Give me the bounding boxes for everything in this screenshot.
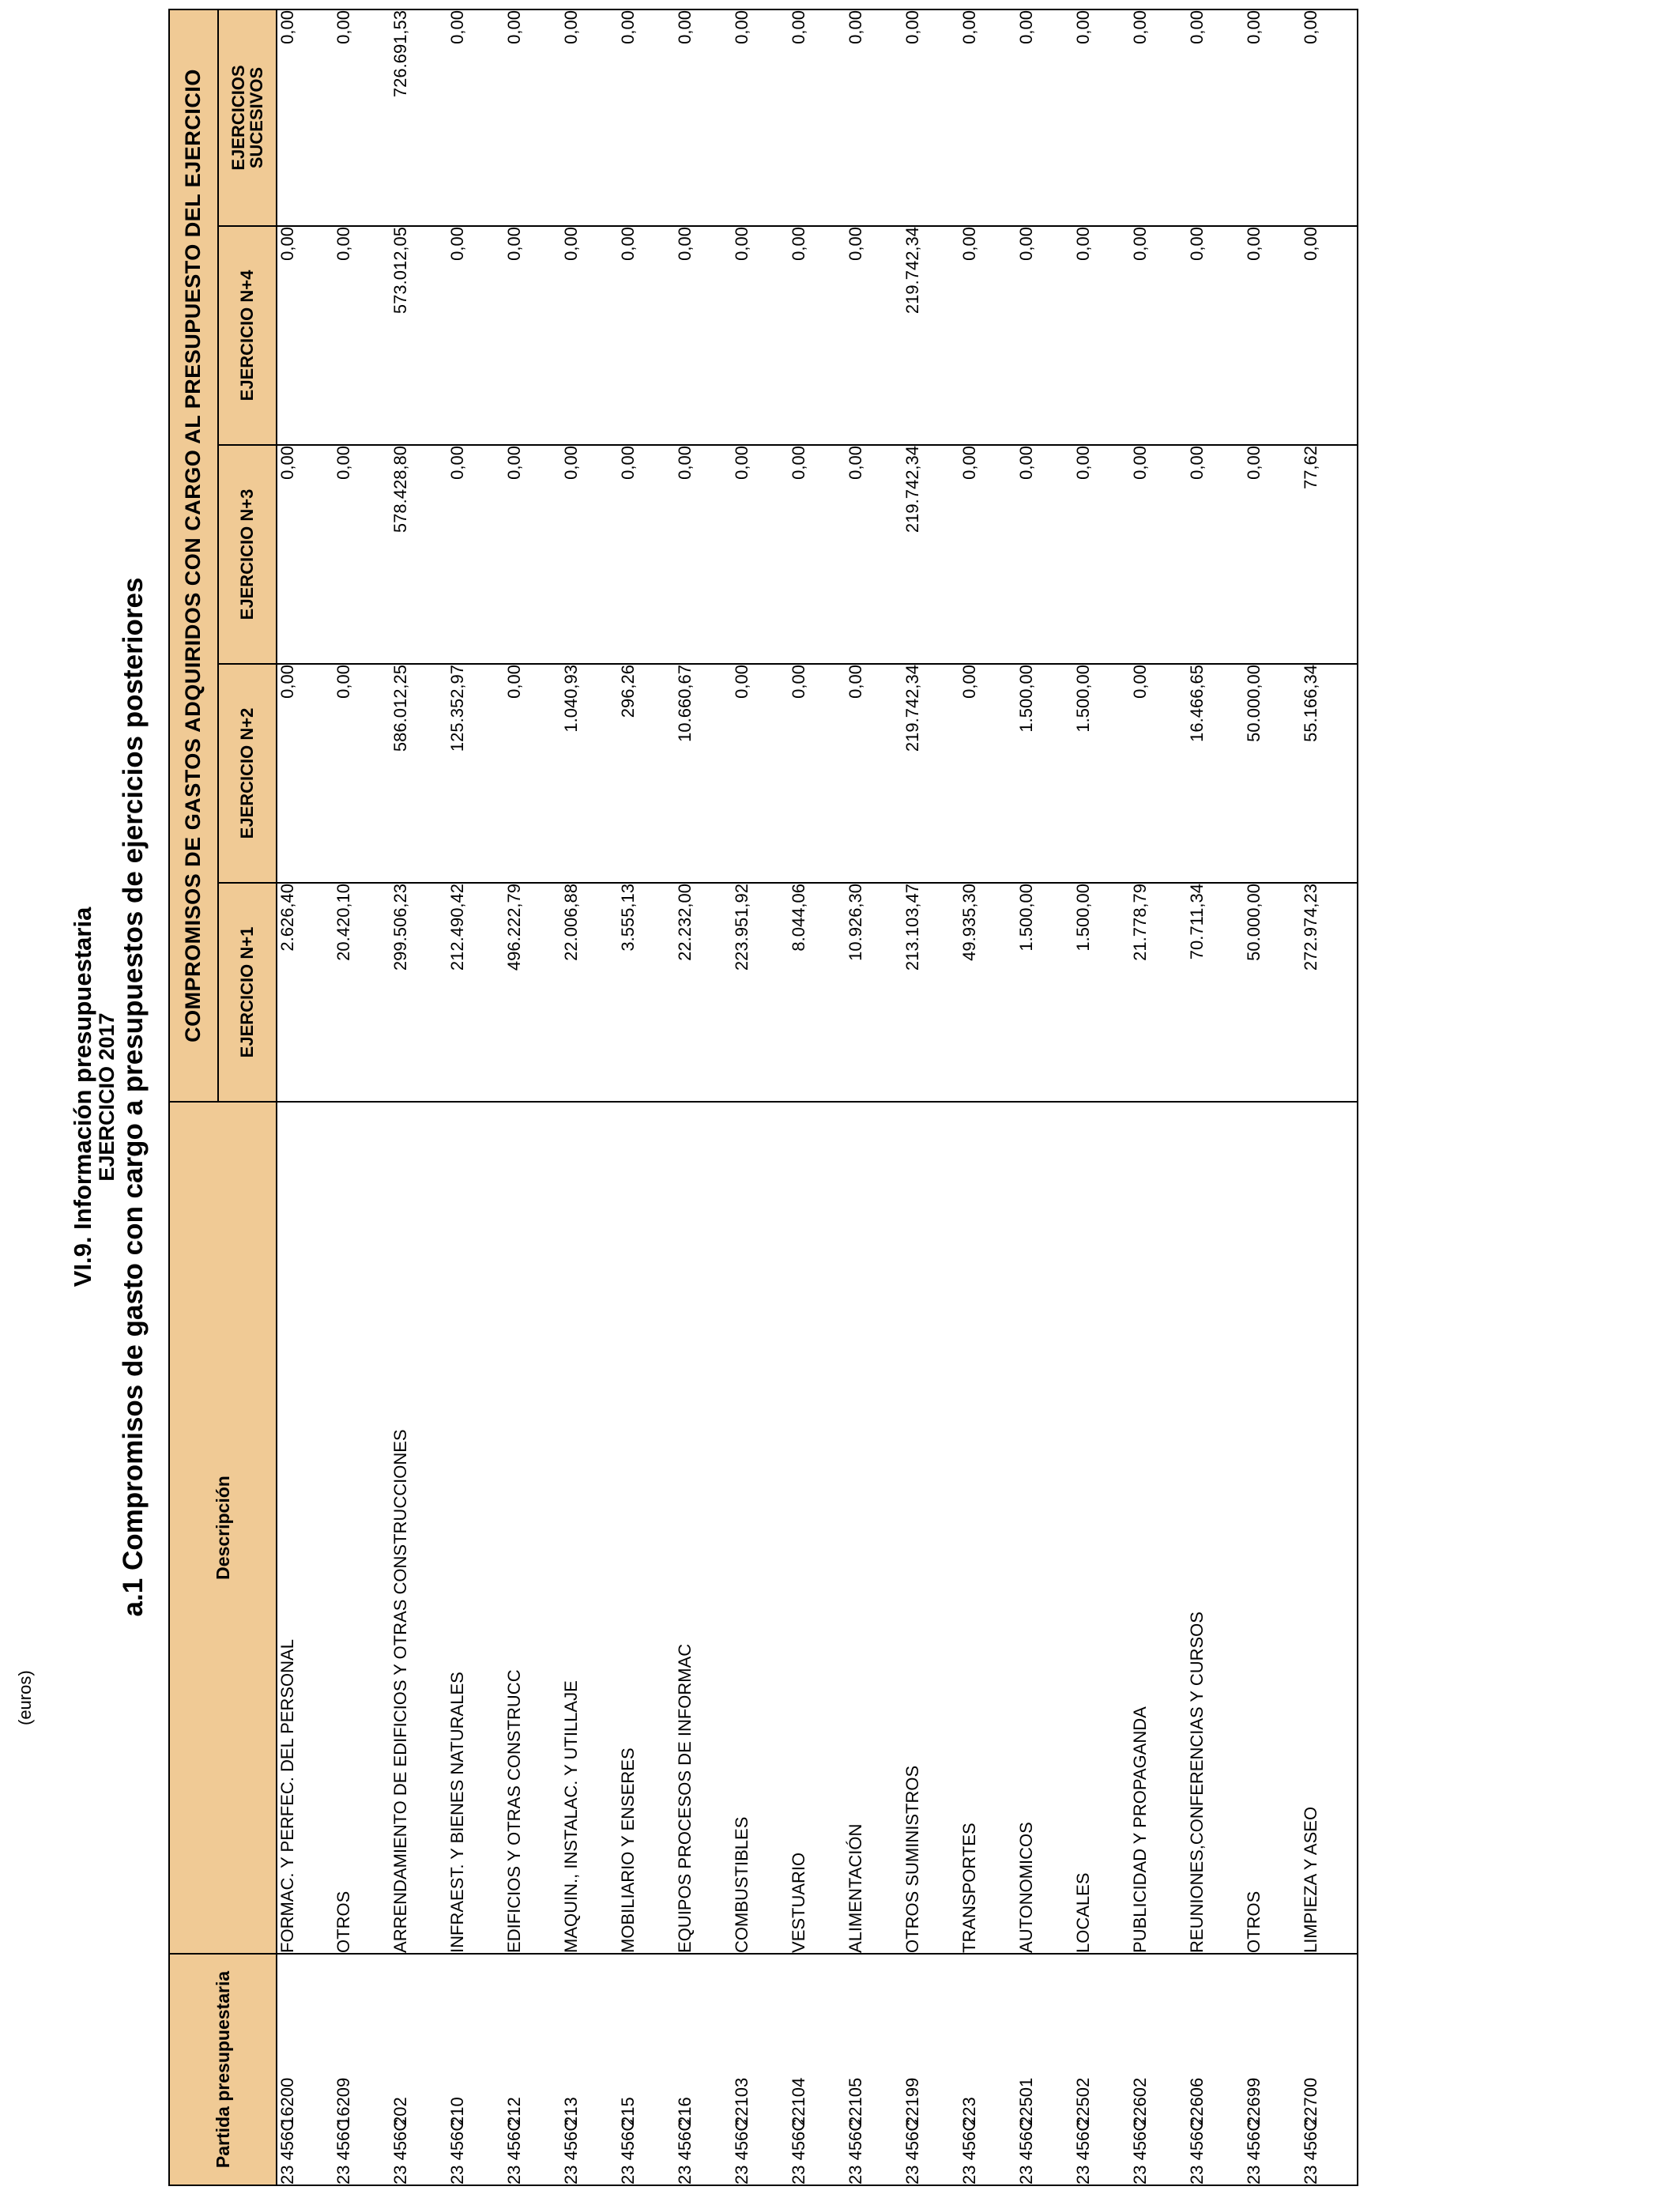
cell-concept: 22502 [1073, 2077, 1093, 2126]
table-row [1130, 9, 1187, 2185]
cell-n1: 8.044,06 [789, 883, 846, 1102]
col-header-sucesivos-line2: SUCESIVOS [246, 66, 266, 169]
cell-n2: 0,00 [504, 664, 561, 883]
cell-n1: 22.006,88 [561, 883, 618, 1102]
cell-descripcion: LIMPIEZA Y ASEO [1301, 1102, 1358, 1954]
cell-sucesivos: 0,00 [789, 9, 846, 226]
cell-descripcion: MAQUIN., INSTALAC. Y UTILLAJE [561, 1102, 618, 1954]
cell-concept: 16200 [277, 2077, 297, 2126]
cell-n3: 0,00 [732, 445, 789, 664]
cell-sucesivos: 0,00 [902, 9, 959, 226]
cell-n4: 0,00 [846, 226, 902, 445]
table-row [1073, 9, 1130, 2185]
cell-n4: 0,00 [561, 226, 618, 445]
cell-section: 23 456C [1073, 2118, 1093, 2185]
table-row [846, 9, 902, 2185]
cell-section: 23 456C [959, 2118, 979, 2185]
cell-n4: 573.012,05 [390, 226, 447, 445]
cell-sucesivos: 0,00 [675, 9, 732, 226]
cell-sucesivos: 0,00 [447, 9, 504, 226]
table-body [277, 9, 1358, 2185]
cell-descripcion: LOCALES [1073, 1102, 1130, 1954]
cell-section: 23 456C [732, 2118, 751, 2185]
cell-section: 23 456C [447, 2118, 467, 2185]
cell-concept: 22104 [789, 2077, 808, 2126]
cell-n3: 0,00 [1187, 445, 1244, 664]
cell-partida [732, 1954, 789, 2185]
cell-n2: 0,00 [846, 664, 902, 883]
cell-partida [504, 1954, 561, 2185]
cell-section: 23 456C [561, 2118, 581, 2185]
cell-partida [390, 1954, 447, 2185]
cell-n4: 219.742,34 [902, 226, 959, 445]
cell-n4: 0,00 [333, 226, 390, 445]
cell-n4: 0,00 [618, 226, 675, 445]
table-row [1244, 9, 1301, 2185]
cell-n4: 0,00 [1073, 226, 1130, 445]
cell-n3: 0,00 [846, 445, 902, 664]
cell-n4: 0,00 [1130, 226, 1187, 445]
cell-n4: 0,00 [732, 226, 789, 445]
cell-n2: 10.660,67 [675, 664, 732, 883]
cell-partida [1016, 1954, 1073, 2185]
cell-section: 23 456C [902, 2118, 922, 2185]
cell-n3: 0,00 [1073, 445, 1130, 664]
cell-n1: 496.222,79 [504, 883, 561, 1102]
cell-partida [277, 1954, 333, 2185]
cell-concept: 22606 [1187, 2077, 1207, 2126]
cell-n1: 1.500,00 [1016, 883, 1073, 1102]
cell-descripcion: OTROS [333, 1102, 390, 1954]
cell-descripcion: COMBUSTIBLES [732, 1102, 789, 1954]
cell-n4: 0,00 [1187, 226, 1244, 445]
cell-n3: 0,00 [675, 445, 732, 664]
cell-n2: 16.466,65 [1187, 664, 1244, 883]
cell-partida [1301, 1954, 1358, 2185]
cell-partida [902, 1954, 959, 2185]
cell-section: 23 456C [675, 2118, 695, 2185]
cell-concept: 22699 [1244, 2077, 1264, 2126]
cell-n2: 0,00 [959, 664, 1016, 883]
cell-sucesivos: 0,00 [1016, 9, 1073, 226]
table-row [1016, 9, 1073, 2185]
cell-sucesivos: 0,00 [846, 9, 902, 226]
cell-descripcion: EQUIPOS PROCESOS DE INFORMAC [675, 1102, 732, 1954]
cell-n2: 1.500,00 [1073, 664, 1130, 883]
col-header-sucesivos [218, 9, 277, 226]
cell-sucesivos: 0,00 [1130, 9, 1187, 226]
table-row [333, 9, 390, 2185]
cell-descripcion: PUBLICIDAD Y PROPAGANDA [1130, 1102, 1187, 1954]
cell-concept: 223 [959, 2097, 979, 2126]
cell-n1: 1.500,00 [1073, 883, 1130, 1102]
col-header-n3: EJERCICIO N+3 [218, 445, 277, 664]
cell-descripcion: AUTONOMICOS [1016, 1102, 1073, 1954]
cell-sucesivos: 0,00 [1244, 9, 1301, 226]
cell-section: 23 456C [789, 2118, 808, 2185]
table-row [504, 9, 561, 2185]
cell-concept: 215 [618, 2097, 638, 2126]
cell-n2: 50.000,00 [1244, 664, 1301, 883]
cell-sucesivos: 726.691,53 [390, 9, 447, 226]
table-row [789, 9, 846, 2185]
table-row [561, 9, 618, 2185]
cell-section: 23 456C [618, 2118, 638, 2185]
table-row [732, 9, 789, 2185]
table-row [959, 9, 1016, 2185]
col-header-n2: EJERCICIO N+2 [218, 664, 277, 883]
cell-n2: 219.742,34 [902, 664, 959, 883]
cell-n3: 578.428,80 [390, 445, 447, 664]
cell-n1: 21.778,79 [1130, 883, 1187, 1102]
cell-n2: 1.040,93 [561, 664, 618, 883]
cell-n2: 0,00 [333, 664, 390, 883]
table-row [618, 9, 675, 2185]
cell-descripcion: TRANSPORTES [959, 1102, 1016, 1954]
cell-n3: 77,62 [1301, 445, 1358, 664]
cell-n3: 0,00 [504, 445, 561, 664]
cell-concept: 22602 [1130, 2077, 1150, 2126]
cell-concept: 210 [447, 2097, 467, 2126]
cell-concept: 16209 [333, 2077, 353, 2126]
cell-section: 23 456C [333, 2118, 353, 2185]
cell-n3: 0,00 [447, 445, 504, 664]
col-header-group: COMPROMISOS DE GASTOS ADQUIRIDOS CON CARGO AL PRESUPUESTO DEL EJERCICIO [169, 9, 218, 1102]
cell-section: 23 456C [1244, 2118, 1264, 2185]
cell-descripcion: INFRAEST. Y BIENES NATURALES [447, 1102, 504, 1954]
cell-n4: 0,00 [959, 226, 1016, 445]
table-row [390, 9, 447, 2185]
cell-n1: 272.974,23 [1301, 883, 1358, 1102]
cell-n2: 0,00 [277, 664, 333, 883]
cell-concept: 22700 [1301, 2077, 1320, 2126]
cell-n3: 0,00 [1244, 445, 1301, 664]
cell-n4: 0,00 [504, 226, 561, 445]
cell-sucesivos: 0,00 [504, 9, 561, 226]
cell-n4: 0,00 [789, 226, 846, 445]
cell-concept: 22199 [902, 2077, 922, 2126]
cell-descripcion: REUNIONES,CONFERENCIAS Y CURSOS [1187, 1102, 1244, 1954]
cell-sucesivos: 0,00 [959, 9, 1016, 226]
cell-descripcion: EDIFICIOS Y OTRAS CONSTRUCC [504, 1102, 561, 1954]
col-header-n4: EJERCICIO N+4 [218, 226, 277, 445]
cell-n2: 55.166,34 [1301, 664, 1358, 883]
cell-n1: 299.506,23 [390, 883, 447, 1102]
cell-n4: 0,00 [1016, 226, 1073, 445]
cell-n2: 125.352,97 [447, 664, 504, 883]
cell-descripcion: ALIMENTACIÓN [846, 1102, 902, 1954]
col-header-descripcion: Descripción [169, 1102, 277, 1954]
cell-n2: 0,00 [789, 664, 846, 883]
cell-partida [1244, 1954, 1301, 2185]
cell-sucesivos: 0,00 [1187, 9, 1244, 226]
cell-n1: 20.420,10 [333, 883, 390, 1102]
cell-partida [675, 1954, 732, 2185]
table-row [277, 9, 333, 2185]
table-row [902, 9, 959, 2185]
cell-n4: 0,00 [1244, 226, 1301, 445]
table-row [1187, 9, 1244, 2185]
cell-n1: 213.103,47 [902, 883, 959, 1102]
cell-section: 23 456C [504, 2118, 524, 2185]
cell-sucesivos: 0,00 [561, 9, 618, 226]
cell-descripcion: FORMAC. Y PERFEC. DEL PERSONAL [277, 1102, 333, 1954]
cell-sucesivos: 0,00 [618, 9, 675, 226]
cell-descripcion: VESTUARIO [789, 1102, 846, 1954]
cell-partida [618, 1954, 675, 2185]
cell-n1: 22.232,00 [675, 883, 732, 1102]
cell-sucesivos: 0,00 [1301, 9, 1358, 226]
cell-n4: 0,00 [277, 226, 333, 445]
cell-n3: 0,00 [333, 445, 390, 664]
cell-partida [447, 1954, 504, 2185]
report-titles [70, 0, 149, 2194]
cell-concept: 212 [504, 2097, 524, 2126]
commitments-table [168, 9, 1358, 2186]
cell-n1: 49.935,30 [959, 883, 1016, 1102]
cell-n1: 2.626,40 [277, 883, 333, 1102]
cell-n1: 3.555,13 [618, 883, 675, 1102]
col-header-partida: Partida presupuestaria [169, 1954, 277, 2185]
cell-descripcion: OTROS [1244, 1102, 1301, 1954]
table-row [1301, 9, 1358, 2185]
cell-sucesivos: 0,00 [277, 9, 333, 226]
cell-partida [846, 1954, 902, 2185]
cell-n2: 586.012,25 [390, 664, 447, 883]
cell-n3: 0,00 [959, 445, 1016, 664]
cell-concept: 22103 [732, 2077, 751, 2126]
report-title: VI.9. Información presupuestaria [69, 907, 96, 1287]
cell-n2: 296,26 [618, 664, 675, 883]
cell-concept: 202 [390, 2097, 410, 2126]
cell-n2: 0,00 [732, 664, 789, 883]
cell-section: 23 456C [1301, 2118, 1320, 2185]
table-row [447, 9, 504, 2185]
cell-n1: 223.951,92 [732, 883, 789, 1102]
report-year: EJERCICIO 2017 [95, 1012, 119, 1182]
cell-partida [333, 1954, 390, 2185]
cell-section: 23 456C [1187, 2118, 1207, 2185]
cell-section: 23 456C [390, 2118, 410, 2185]
table-row [675, 9, 732, 2185]
cell-n4: 0,00 [675, 226, 732, 445]
cell-sucesivos: 0,00 [333, 9, 390, 226]
cell-n4: 0,00 [1301, 226, 1358, 445]
cell-n3: 0,00 [789, 445, 846, 664]
cell-concept: 213 [561, 2097, 581, 2126]
cell-n1: 10.926,30 [846, 883, 902, 1102]
cell-n3: 219.742,34 [902, 445, 959, 664]
cell-n1: 50.000,00 [1244, 883, 1301, 1102]
cell-descripcion: ARRENDAMIENTO DE EDIFICIOS Y OTRAS CONSTRUCCIONES [390, 1102, 447, 1954]
cell-section: 23 456C [1016, 2118, 1036, 2185]
cell-section: 23 456C [1130, 2118, 1150, 2185]
cell-n3: 0,00 [618, 445, 675, 664]
cell-n3: 0,00 [1130, 445, 1187, 664]
cell-n3: 0,00 [561, 445, 618, 664]
cell-descripcion: OTROS SUMINISTROS [902, 1102, 959, 1954]
cell-concept: 22105 [846, 2077, 865, 2126]
cell-n4: 0,00 [447, 226, 504, 445]
cell-n2: 1.500,00 [1016, 664, 1073, 883]
cell-descripcion: MOBILIARIO Y ENSERES [618, 1102, 675, 1954]
cell-partida [1187, 1954, 1244, 2185]
report-subtitle: a.1 Compromisos de gasto con cargo a presupuestos de ejercicios posteriores [118, 577, 149, 1617]
cell-partida [1073, 1954, 1130, 2185]
cell-section: 23 456C [846, 2118, 865, 2185]
units-label: (euros) [15, 1670, 35, 1725]
cell-partida [959, 1954, 1016, 2185]
cell-n3: 0,00 [1016, 445, 1073, 664]
cell-n1: 212.490,42 [447, 883, 504, 1102]
cell-n1: 70.711,34 [1187, 883, 1244, 1102]
cell-concept: 216 [675, 2097, 695, 2126]
col-header-n1: EJERCICIO N+1 [218, 883, 277, 1102]
cell-partida [1130, 1954, 1187, 2185]
cell-sucesivos: 0,00 [1073, 9, 1130, 226]
cell-partida [789, 1954, 846, 2185]
cell-n3: 0,00 [277, 445, 333, 664]
col-header-sucesivos-line1: EJERCICIOS [228, 65, 248, 171]
cell-n2: 0,00 [1130, 664, 1187, 883]
cell-partida [561, 1954, 618, 2185]
cell-concept: 22501 [1016, 2077, 1036, 2126]
cell-sucesivos: 0,00 [732, 9, 789, 226]
cell-section: 23 456C [277, 2118, 297, 2185]
